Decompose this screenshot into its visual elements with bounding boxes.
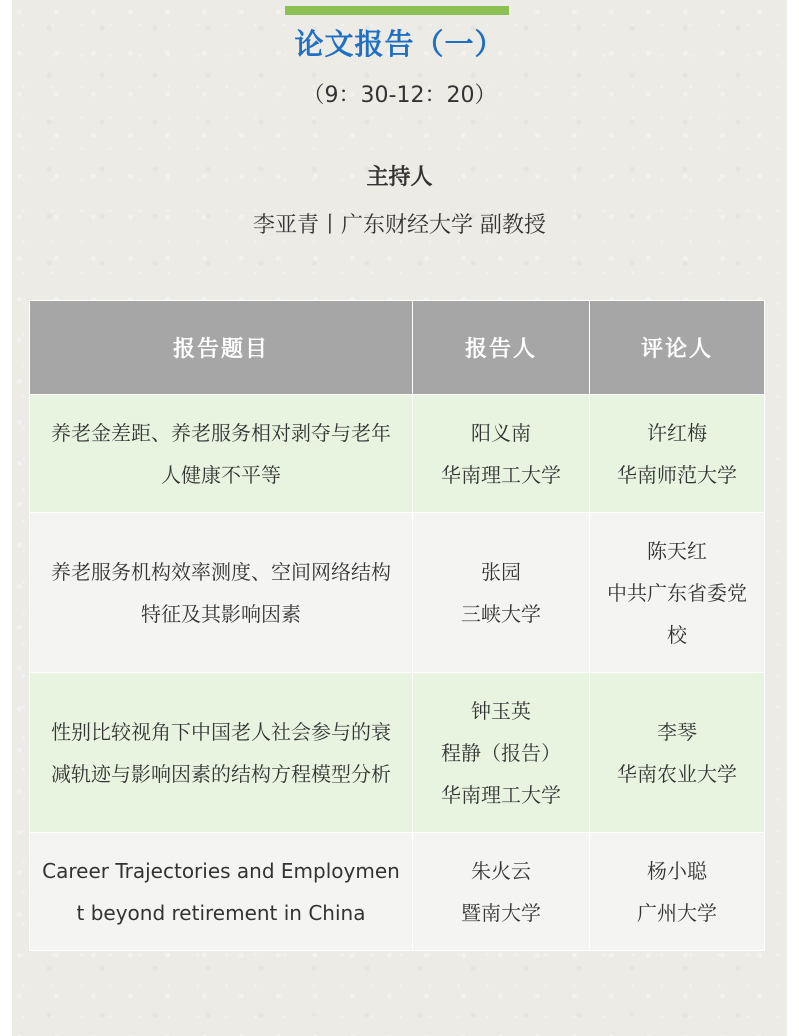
host-name: 李亚青丨广东财经大学 副教授: [253, 213, 546, 238]
commentator-cell: [590, 513, 765, 673]
topic-line: 性别比较视角下中国老人社会参与的衰: [51, 719, 391, 744]
commentator-cell: [590, 833, 765, 951]
accent-bar: [285, 6, 509, 15]
commentator-cell: [590, 673, 765, 833]
presenter-cell: [413, 833, 590, 951]
table-header-row: [30, 301, 765, 395]
topic-line: t beyond retirement in China: [76, 900, 366, 925]
presenter-line: 钟玉英: [471, 698, 531, 723]
section-title: 论文报告（一）: [294, 27, 505, 61]
topic-cell: [30, 513, 413, 673]
commentator-line: 杨小聪: [647, 858, 707, 883]
presenter-cell: [413, 673, 590, 833]
topic-cell: [30, 673, 413, 833]
presenter-line: 三峡大学: [461, 601, 541, 626]
topic-line: 养老服务机构效率测度、空间网络结构: [51, 559, 391, 584]
commentator-line: 陈天红: [647, 538, 707, 563]
commentator-cell: [590, 395, 765, 513]
presenter-cell: [413, 513, 590, 673]
table-row: [30, 673, 765, 833]
presenter-cell: [413, 395, 590, 513]
table-row: [30, 395, 765, 513]
commentator-line: 广州大学: [637, 900, 717, 925]
commentator-line: 华南师范大学: [617, 462, 737, 487]
topic-line: Career Trajectories and Employmen: [42, 858, 400, 883]
topic-cell: [30, 833, 413, 951]
presenter-line: 阳义南: [471, 420, 531, 445]
presenter-line: 暨南大学: [461, 900, 541, 925]
schedule-table: [29, 300, 765, 951]
commentator-line: 许红梅: [647, 420, 707, 445]
topic-line: 人健康不平等: [161, 462, 281, 487]
session-time: （9：30-12：20）: [302, 83, 497, 108]
header-topic: 报告题目: [30, 301, 413, 395]
topic-cell: [30, 395, 413, 513]
table-row: [30, 513, 765, 673]
presenter-line: 朱火云: [471, 858, 531, 883]
presenter-line: 华南理工大学: [441, 782, 561, 807]
commentator-line: 校: [667, 622, 687, 647]
topic-line: 特征及其影响因素: [141, 601, 301, 626]
header-commentator: 评论人: [590, 301, 765, 395]
commentator-line: 李琴: [657, 719, 697, 744]
presenter-line: 张园: [481, 559, 521, 584]
commentator-line: 华南农业大学: [617, 761, 737, 786]
commentator-line: 中共广东省委党: [607, 580, 747, 605]
presenter-line: 华南理工大学: [441, 462, 561, 487]
header-presenter: 报告人: [413, 301, 590, 395]
table-row: [30, 833, 765, 951]
topic-line: 养老金差距、养老服务相对剥夺与老年: [51, 420, 391, 445]
presenter-line: 程静（报告）: [441, 740, 561, 765]
host-label: 主持人: [366, 165, 433, 190]
topic-line: 减轨迹与影响因素的结构方程模型分析: [51, 761, 391, 786]
